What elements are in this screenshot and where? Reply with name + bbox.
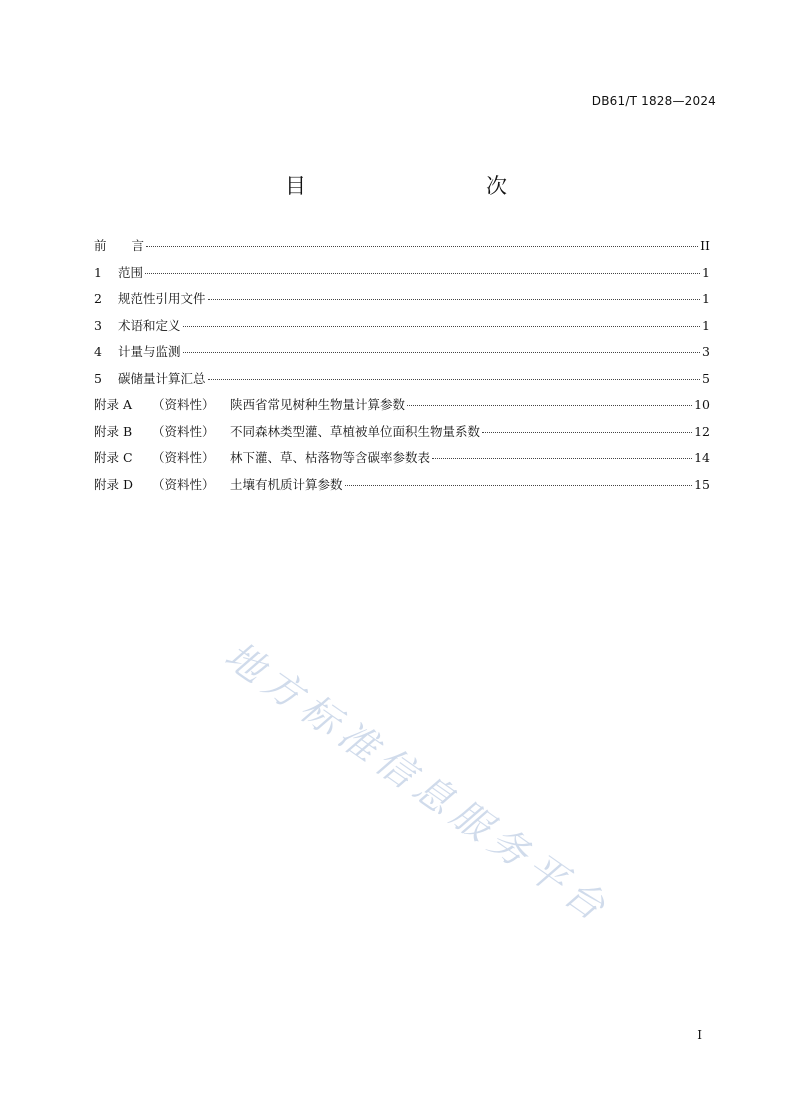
toc-page: 15 xyxy=(694,476,710,492)
appendix-number: 附录 B xyxy=(94,423,133,439)
dot-leader xyxy=(183,352,701,353)
toc-page: 1 xyxy=(702,317,710,333)
standard-code: DB61/T 1828—2024 xyxy=(591,94,716,108)
toc-number: 1 xyxy=(94,264,102,280)
toc-page: 3 xyxy=(702,344,710,359)
toc-number: 5 xyxy=(94,370,102,386)
toc-page: II xyxy=(700,238,710,253)
toc-item-appendix-d[interactable] xyxy=(94,475,710,502)
toc-page: 10 xyxy=(694,397,710,412)
toc-item-measurement[interactable] xyxy=(94,342,710,369)
dot-leader xyxy=(345,485,693,486)
toc-item-appendix-b[interactable] xyxy=(94,422,710,449)
dot-leader xyxy=(208,379,701,380)
toc-label: 术语和定义 xyxy=(118,317,181,333)
toc-item-foreword[interactable] xyxy=(94,236,710,263)
appendix-number: 附录 D xyxy=(94,476,133,492)
dot-leader xyxy=(146,246,698,247)
toc-item-normative-references[interactable] xyxy=(94,289,710,316)
toc-label: 林下灌、草、枯落物等含碳率参数表 xyxy=(230,450,431,465)
toc-item-terms[interactable] xyxy=(94,316,710,343)
toc-label: 土壤有机质计算参数 xyxy=(230,476,343,492)
dot-leader xyxy=(183,326,701,327)
toc-label: 规范性引用文件 xyxy=(118,291,206,306)
page-title: 目 次 xyxy=(285,174,553,198)
toc-page: 5 xyxy=(702,370,710,386)
appendix-number: 附录 A xyxy=(94,397,133,412)
appendix-type: （资料性） xyxy=(152,476,215,492)
toc-number: 3 xyxy=(94,317,102,333)
toc-page: 1 xyxy=(702,264,710,280)
dot-leader xyxy=(482,432,692,433)
toc-label: 碳储量计算汇总 xyxy=(118,370,206,386)
dot-leader xyxy=(407,405,692,406)
appendix-number: 附录 C xyxy=(94,450,133,465)
dot-leader xyxy=(145,273,700,274)
toc-item-carbon-summary[interactable] xyxy=(94,369,710,396)
toc-label: 陕西省常见树种生物量计算参数 xyxy=(230,397,406,412)
page-number: I xyxy=(697,1028,702,1042)
toc-label: 不同森林类型灌、草植被单位面积生物量系数 xyxy=(230,423,481,439)
table-of-contents xyxy=(94,236,710,501)
toc-item-appendix-c[interactable] xyxy=(94,448,710,475)
dot-leader xyxy=(208,299,701,300)
watermark: 地方标准信息服务平台 xyxy=(216,632,620,933)
toc-page: 12 xyxy=(694,423,710,439)
toc-label: 计量与监测 xyxy=(118,344,181,359)
appendix-type: （资料性） xyxy=(152,450,215,465)
appendix-type: （资料性） xyxy=(152,397,215,412)
toc-number: 4 xyxy=(94,344,102,359)
toc-label: 前 言 xyxy=(94,238,145,253)
dot-leader xyxy=(432,458,692,459)
toc-item-scope[interactable] xyxy=(94,263,710,290)
toc-label: 范围 xyxy=(118,264,144,280)
toc-item-appendix-a[interactable] xyxy=(94,395,710,422)
toc-page: 1 xyxy=(702,291,710,306)
toc-page: 14 xyxy=(694,450,710,465)
toc-number: 2 xyxy=(94,291,102,306)
appendix-type: （资料性） xyxy=(152,423,215,439)
